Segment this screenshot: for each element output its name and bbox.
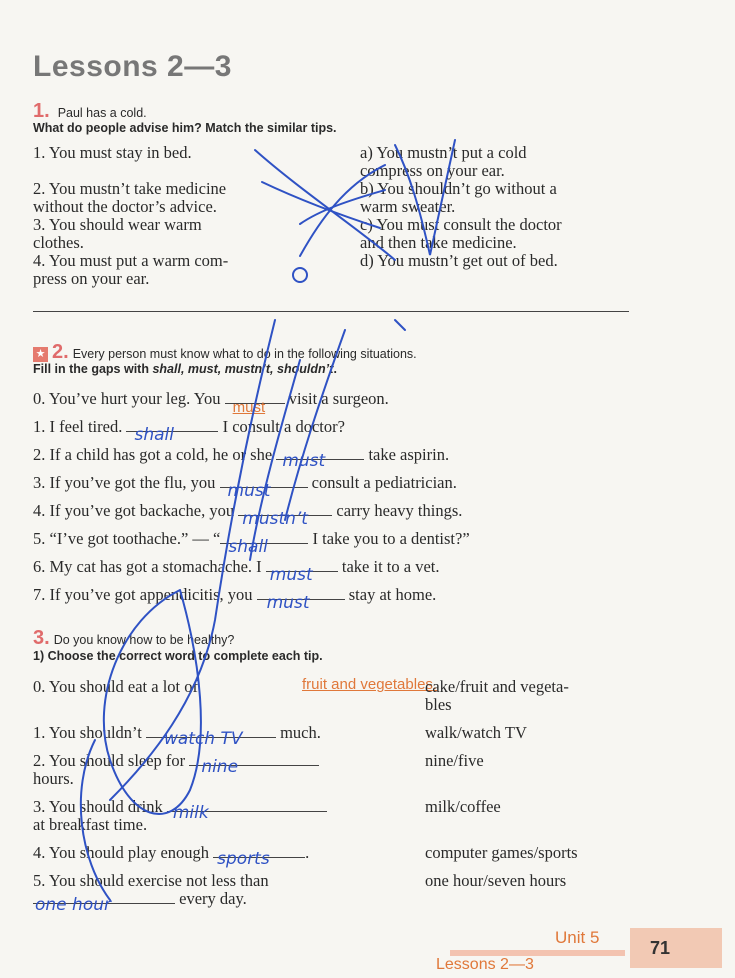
page-number-box [630,928,722,968]
ex3-item-5: 5. You should exercise not less than [33,871,269,890]
item-text: 2. You should sleep for [33,751,186,770]
exercise-3-instruction: Do you know how to be healthy? [53,633,235,647]
exercise-2-task [33,362,337,376]
line-text: consult a pediatrician. [311,473,457,492]
unit-label: Unit 5 [555,928,600,947]
item-text: 0. You should eat a lot of [33,677,198,696]
ex3-item-4 [33,843,310,869]
exercise-2-number: 2. [52,341,69,363]
ex1-left-1: 1. You must stay in bed. [33,143,192,162]
answer: must [266,593,310,613]
item-text: . [305,843,310,862]
item-text: hours. [33,769,74,788]
star-icon: ★ [33,347,48,362]
ex3-item-0 [33,677,198,697]
ex1-left-2: 2. You mustn’t take medicine [33,179,227,198]
ex1-right-b2: warm sweater. [360,197,456,216]
ex1-left-4b: press on your ear. [33,269,150,288]
ex3-item-2 [33,751,319,777]
answer: shall [134,425,174,445]
page-number: 71 [650,938,671,958]
scribble-big-4 [395,320,405,330]
exercise-3-number: 3. [33,627,50,649]
answer: must [269,565,313,585]
item-text: 3. You should drink [33,797,163,816]
line-text: I take you to a dentist?” [312,529,470,548]
item-text: much. [280,723,321,742]
gap[interactable] [238,509,332,529]
line-text: take aspirin. [368,445,450,464]
line-text: 2. If a child has got a cold, he or she [33,445,273,464]
ex1-right-d: d) You mustn’t get out of bed. [360,251,558,270]
answer: one hour [35,895,111,915]
answer: nine [201,757,239,777]
ex2-line-5 [33,529,470,557]
answer: watch TV [163,729,243,749]
ex1-left-2b: without the doctor’s advice. [33,197,217,216]
line-text: 7. If you’ve got appendicitis, you [33,585,253,604]
line-text: 6. My cat has got a stomachache. I [33,557,262,576]
line-text: stay at home. [348,585,437,604]
ex1-left-3b: clothes. [33,233,84,252]
ex2-line-3 [33,473,457,501]
ex2-line-4 [33,501,463,529]
ex2-line-7 [33,585,437,613]
ex1-left-3: 3. You should wear warm [33,215,202,234]
gap[interactable] [189,757,319,777]
ex3-item-5b [33,889,247,915]
gap[interactable] [146,729,276,749]
scribble-loop [104,590,201,814]
line-text: 1. I feel tired. [33,417,123,436]
gap[interactable] [276,451,364,471]
option: cake/fruit and vegeta- [425,677,569,696]
exercise-3-task: 1) Choose the correct word to complete each tip. [33,649,323,663]
answer: milk [172,803,209,823]
option: computer games/sports [425,843,578,862]
exercise-1-instruction: Paul has a cold. [57,106,147,120]
ex1-right-a2: compress on your ear. [360,161,505,180]
ex3-item-3 [33,797,327,823]
ex1-right-b: b) You shouldn’t go without a [360,179,557,198]
gap[interactable] [126,425,218,445]
ex2-line-2 [33,445,450,471]
exercise-1-task: What do people advise him? Match the similar tips. [33,121,337,135]
circle-mark [293,268,307,282]
ex2-line-0 [33,389,389,416]
gap[interactable] [167,803,327,823]
answer: must [232,399,266,416]
divider [33,311,629,312]
exercise-2-instruction: Every person must know what to do in the following situations. [72,347,417,361]
gap[interactable] [220,537,308,557]
line-text: I consult a doctor? [222,417,345,436]
exercise-2-header [33,341,417,364]
ex1-right-a: a) You mustn’t put a cold [360,143,527,162]
line-text: take it to a vet. [341,557,440,576]
gap[interactable] [225,399,285,416]
item-text: 1. You shouldn’t [33,723,142,742]
exercise-1-header [33,100,147,123]
page-title: Lessons 2—3 [33,50,232,83]
ex2-line-6 [33,557,440,585]
exercise-3-header [33,627,234,650]
answer: must [282,451,326,471]
option: nine/five [425,751,484,770]
task-text: Fill in the gaps with [33,362,153,376]
gap[interactable] [33,895,175,915]
ex3-item-1 [33,723,321,749]
answer: must [227,481,271,501]
ex1-right-c2: and then take medicine. [360,233,517,252]
exercise-1-number: 1. [33,100,50,122]
item-text: at breakfast time. [33,815,148,834]
gap[interactable] [220,481,308,501]
footer-lessons: Lessons 2—3 [436,956,534,973]
task-words: shall, must, mustn’t, shouldn’t [152,362,334,376]
line-text: 5. “I’ve got toothache.” — “ [33,529,221,548]
line-text: carry heavy things. [336,501,463,520]
line-text: 0. You’ve hurt your leg. You [33,389,221,408]
option-cont: bles [425,695,452,714]
line-text: 4. If you’ve got backache, you [33,501,235,520]
item-text: 4. You should play enough [33,843,210,862]
line-text: visit a surgeon. [288,389,389,408]
answer: fruit and vegetables. [302,676,438,693]
item-text: every day. [179,889,247,908]
option: milk/coffee [425,797,501,816]
gap[interactable] [213,849,305,869]
answer: shall [228,537,268,557]
ex1-left-4: 4. You must put a warm com- [33,251,229,270]
answer: mustn’t [242,509,308,529]
gap[interactable] [257,593,345,613]
gap[interactable] [266,565,338,585]
option: one hour/seven hours [425,871,567,890]
ex1-right-c: c) You must consult the doctor [360,215,562,234]
answer: sports [217,849,270,869]
line-text: 3. If you’ve got the flu, you [33,473,216,492]
option: walk/watch TV [425,723,527,742]
task-period: . [333,362,337,376]
ex2-line-1 [33,417,345,445]
